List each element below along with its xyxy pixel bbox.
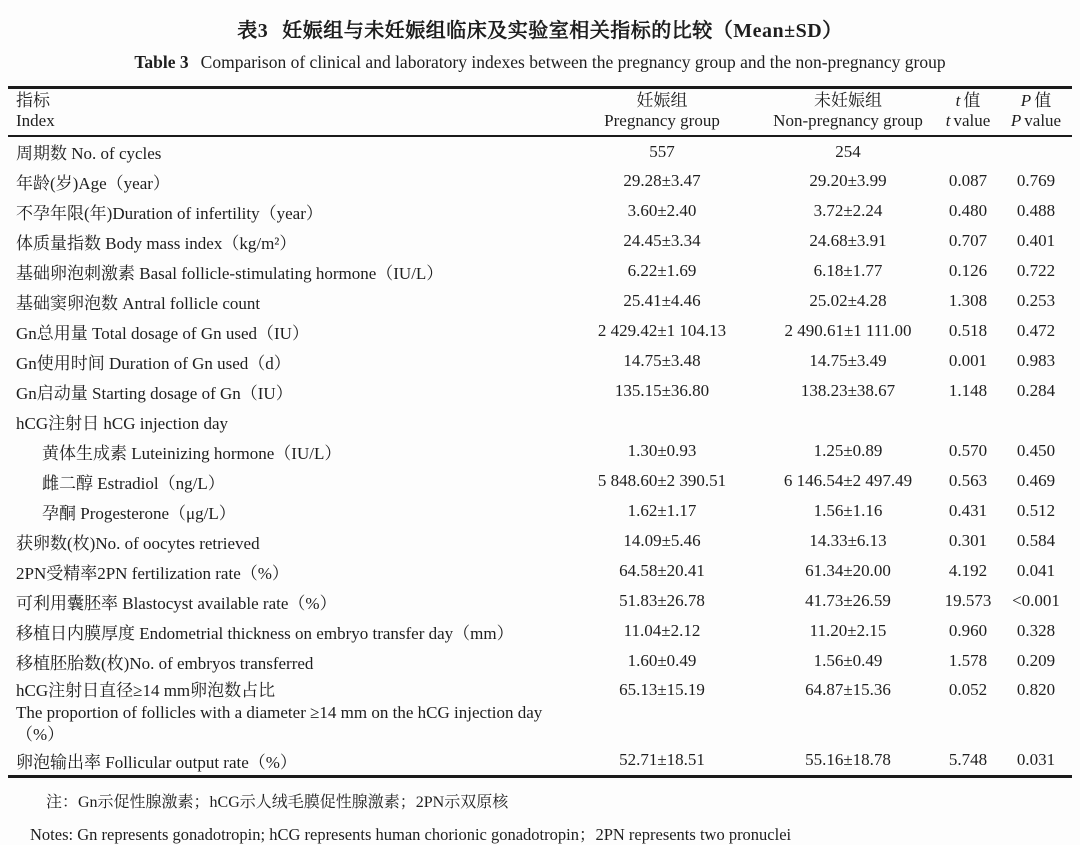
col-header-non-pregnancy-zh: 未妊娠组 (814, 91, 882, 110)
col-header-pregnancy-en: Pregnancy group (604, 111, 720, 130)
cell-pregnancy-value: 29.28±3.47 (623, 171, 701, 190)
cell-t-value: 0.707 (948, 231, 988, 250)
cell-pregnancy-value: 52.71±18.51 (619, 750, 705, 770)
cell-index-label (8, 226, 564, 256)
cell-index-label (8, 196, 564, 226)
table-number-en: Table 3 (134, 52, 189, 72)
col-header-non-pregnancy-en: Non-pregnancy group (773, 111, 923, 130)
col-header-pregnancy-zh: 妊娠组 (636, 91, 688, 110)
cell-p-value: 0.450 (1016, 441, 1056, 460)
cell-t-value: 19.573 (944, 591, 992, 610)
cell-p-value: 0.769 (1016, 171, 1056, 190)
p-symbol: P (1020, 91, 1032, 110)
cell-pregnancy-value: 6.22±1.69 (627, 261, 697, 280)
table-notes (8, 789, 1072, 845)
cell-p-value: 0.031 (1016, 750, 1056, 770)
cell-non-pregnancy-value: 254 (835, 141, 861, 161)
table-row (8, 196, 1072, 226)
cell-index-label (8, 376, 564, 406)
col-header-t-value (936, 88, 1000, 137)
cell-non-pregnancy-value: 3.72±2.24 (813, 201, 883, 220)
table-row (8, 406, 1072, 436)
col-header-index (8, 88, 564, 137)
table-row (8, 346, 1072, 376)
cell-t-value: 0.052 (948, 680, 988, 699)
cell-index-label (8, 316, 564, 346)
cell-non-pregnancy-value: 25.02±4.28 (809, 291, 887, 310)
cell-non-pregnancy-value: 24.68±3.91 (809, 231, 887, 250)
note-zh: 注：Gn示促性腺激素；hCG示人绒毛膜促性腺激素；2PN示双原核 (46, 793, 509, 811)
row-label: 雌二醇 Estradiol（ng/L） (42, 473, 225, 493)
table-title-zh-text: 妊娠组与未妊娠组临床及实验室相关指标的比较（Mean±SD） (282, 20, 843, 42)
table-row (8, 256, 1072, 286)
table-row (8, 286, 1072, 316)
cell-index-label (8, 436, 564, 466)
note-en: Notes: Gn represents gonadotropin; hCG represents human chorionic gonadotropin；2PN represents two pronuclei (30, 824, 792, 844)
row-label: Gn使用时间 Duration of Gn used（d） (16, 353, 291, 373)
table-header (8, 88, 1072, 137)
cell-pregnancy-value: 14.75±3.48 (623, 351, 701, 370)
cell-t-value: 0.001 (948, 351, 988, 370)
cell-pregnancy-value: 2 429.42±1 104.13 (597, 321, 727, 340)
cell-pregnancy-value: 135.15±36.80 (614, 381, 710, 400)
table-row (8, 746, 1072, 776)
cell-index-label (8, 616, 564, 646)
table-row (8, 436, 1072, 466)
cell-p-value: 0.284 (1016, 381, 1056, 400)
row-label: 周期数 No. of cycles (16, 144, 162, 163)
cell-pregnancy-value: 14.09±5.46 (623, 531, 701, 550)
cell-index-label (8, 256, 564, 286)
table-row (8, 136, 1072, 166)
cell-p-value: 0.983 (1016, 351, 1056, 370)
row-label: 移植日内膜厚度 Endometrial thickness on embryo transfer day（mm） (16, 623, 514, 643)
table-title-en (8, 52, 1072, 73)
row-label: 不孕年限(年)Duration of infertility（year） (16, 203, 323, 223)
cell-p-value: 0.820 (1016, 680, 1056, 699)
cell-index-label (8, 286, 564, 316)
cell-pregnancy-value: 11.04±2.12 (623, 621, 701, 640)
table-row (8, 226, 1072, 256)
cell-non-pregnancy-value: 138.23±38.67 (800, 381, 896, 400)
table-body (8, 136, 1072, 776)
cell-p-value: 0.401 (1016, 231, 1056, 250)
t-symbol: t (955, 91, 961, 110)
col-header-p-value (1000, 88, 1072, 137)
cell-p-value: 0.472 (1016, 321, 1056, 340)
cell-pregnancy-value: 24.45±3.34 (623, 231, 701, 250)
table-row (8, 556, 1072, 586)
cell-index-label (8, 466, 564, 496)
table-row (8, 316, 1072, 346)
cell-pregnancy-value: 65.13±15.19 (619, 680, 705, 699)
cell-non-pregnancy-value: 29.20±3.99 (809, 171, 887, 190)
t-symbol: t (945, 111, 951, 130)
cell-index-label (8, 166, 564, 196)
cell-t-value: 0.563 (948, 471, 988, 490)
cell-p-value: 0.722 (1016, 261, 1056, 280)
cell-p-value: 0.253 (1016, 291, 1056, 310)
cell-index-label (8, 346, 564, 376)
cell-t-value: 0.480 (948, 201, 988, 220)
row-label: 卵泡输出率 Follicular output rate（%） (16, 752, 297, 772)
p-value-zh: 值 (1034, 91, 1052, 110)
cell-pregnancy-value: 557 (649, 141, 675, 161)
row-label-line2: The proportion of follicles with a diameter ≥14 mm on the hCG injection day（%） (16, 703, 543, 744)
cell-non-pregnancy-value: 2 490.61±1 111.00 (784, 321, 912, 340)
col-header-pregnancy (564, 88, 760, 137)
cell-pregnancy-value: 25.41±4.46 (623, 291, 701, 310)
cell-non-pregnancy-value: 1.25±0.89 (813, 441, 883, 460)
cell-p-value: 0.488 (1016, 201, 1056, 220)
cell-t-value (936, 406, 1000, 436)
cell-t-value: 5.748 (948, 750, 988, 770)
row-label: 可利用囊胚率 Blastocyst available rate（%） (16, 593, 337, 613)
cell-t-value: 0.960 (948, 621, 988, 640)
cell-pregnancy-value: 1.30±0.93 (627, 441, 697, 460)
cell-index-label (8, 406, 564, 436)
table-title-zh (8, 14, 1072, 43)
table-row (8, 466, 1072, 496)
cell-p-value: 0.512 (1016, 501, 1056, 520)
cell-p-value: 0.328 (1016, 621, 1056, 640)
cell-index-label (8, 526, 564, 556)
row-label: hCG注射日直径≥14 mm卵泡数占比 (16, 681, 276, 700)
cell-t-value (936, 136, 1000, 166)
row-label: 年龄(岁)Age（year） (16, 173, 170, 193)
row-label: Gn总用量 Total dosage of Gn used（IU） (16, 323, 309, 343)
col-header-non-pregnancy (760, 88, 936, 137)
cell-pregnancy-value: 3.60±2.40 (627, 201, 697, 220)
header-row (8, 88, 1072, 137)
cell-p-value (1000, 406, 1072, 436)
row-label: 体质量指数 Body mass index（kg/m²） (16, 233, 297, 253)
cell-p-value: 0.584 (1016, 531, 1056, 550)
cell-pregnancy-value: 5 848.60±2 390.51 (597, 471, 727, 490)
cell-index-label (8, 676, 564, 746)
cell-index-label (8, 586, 564, 616)
table-row (8, 526, 1072, 556)
cell-index-label (8, 646, 564, 676)
table-row (8, 496, 1072, 526)
p-symbol: P (1010, 111, 1022, 130)
table-row (8, 616, 1072, 646)
row-label: 移植胚胎数(枚)No. of embryos transferred (16, 653, 314, 673)
cell-t-value: 0.518 (948, 321, 988, 340)
cell-t-value: 1.578 (948, 651, 988, 670)
cell-t-value: 0.301 (948, 531, 988, 550)
row-label: 基础窦卵泡数 Antral follicle count (16, 293, 261, 313)
cell-t-value: 0.087 (948, 171, 988, 190)
cell-non-pregnancy-value: 55.16±18.78 (805, 750, 891, 770)
cell-p-value (1000, 136, 1072, 166)
col-header-index-zh: 指标 (16, 91, 50, 110)
cell-index-label (8, 136, 564, 166)
cell-t-value: 1.148 (948, 381, 988, 400)
cell-index-label (8, 496, 564, 526)
cell-non-pregnancy-value: 11.20±2.15 (809, 621, 887, 640)
cell-non-pregnancy-value: 61.34±20.00 (805, 561, 891, 580)
row-label: Gn启动量 Starting dosage of Gn（IU） (16, 383, 293, 403)
cell-pregnancy-value: 51.83±26.78 (619, 591, 705, 610)
cell-non-pregnancy-value: 6.18±1.77 (813, 261, 883, 280)
table-row (8, 676, 1072, 746)
t-value-en: value (953, 111, 991, 130)
cell-t-value: 0.570 (948, 441, 988, 460)
cell-non-pregnancy-value: 14.33±6.13 (809, 531, 887, 550)
row-label: 2PN受精率2PN fertilization rate（%） (16, 563, 289, 583)
cell-non-pregnancy-value: 64.87±15.36 (805, 680, 891, 699)
table-number-zh: 表3 (237, 20, 269, 42)
cell-pregnancy-value: 1.62±1.17 (627, 501, 697, 520)
cell-p-value: <0.001 (1012, 591, 1060, 610)
cell-non-pregnancy-value: 14.75±3.49 (809, 351, 887, 370)
row-label: 获卵数(枚)No. of oocytes retrieved (16, 533, 260, 553)
cell-t-value: 4.192 (948, 561, 988, 580)
cell-t-value: 0.431 (948, 501, 988, 520)
p-value-en: value (1024, 111, 1062, 130)
table-row (8, 166, 1072, 196)
cell-pregnancy-value: 64.58±20.41 (619, 561, 705, 580)
row-label: 基础卵泡刺激素 Basal follicle-stimulating hormone（IU/L） (16, 263, 444, 283)
col-header-index-en: Index (16, 111, 55, 130)
cell-non-pregnancy-value: 6 146.54±2 497.49 (783, 471, 913, 490)
cell-pregnancy-value: 1.60±0.49 (627, 651, 697, 670)
cell-non-pregnancy-value: 1.56±1.16 (813, 501, 883, 520)
cell-index-label (8, 556, 564, 586)
cell-index-label (8, 746, 564, 776)
table-row (8, 646, 1072, 676)
cell-non-pregnancy-value (760, 406, 936, 436)
table-row (8, 376, 1072, 406)
cell-p-value: 0.469 (1016, 471, 1056, 490)
cell-pregnancy-value (564, 406, 760, 436)
row-label: 孕酮 Progesterone（μg/L） (42, 503, 236, 523)
cell-t-value: 1.308 (948, 291, 988, 310)
t-value-zh: 值 (963, 91, 981, 110)
cell-non-pregnancy-value: 41.73±26.59 (805, 591, 891, 610)
comparison-table (8, 86, 1072, 778)
cell-t-value: 0.126 (948, 261, 988, 280)
table-row (8, 586, 1072, 616)
cell-p-value: 0.041 (1016, 561, 1056, 580)
row-label: 黄体生成素 Luteinizing hormone（IU/L） (42, 443, 342, 463)
cell-p-value: 0.209 (1016, 651, 1056, 670)
table-title-en-text: Comparison of clinical and laboratory indexes between the pregnancy group and the non-pregnancy group (200, 52, 946, 72)
cell-non-pregnancy-value: 1.56±0.49 (813, 651, 883, 670)
row-label: hCG注射日 hCG injection day (16, 413, 229, 433)
